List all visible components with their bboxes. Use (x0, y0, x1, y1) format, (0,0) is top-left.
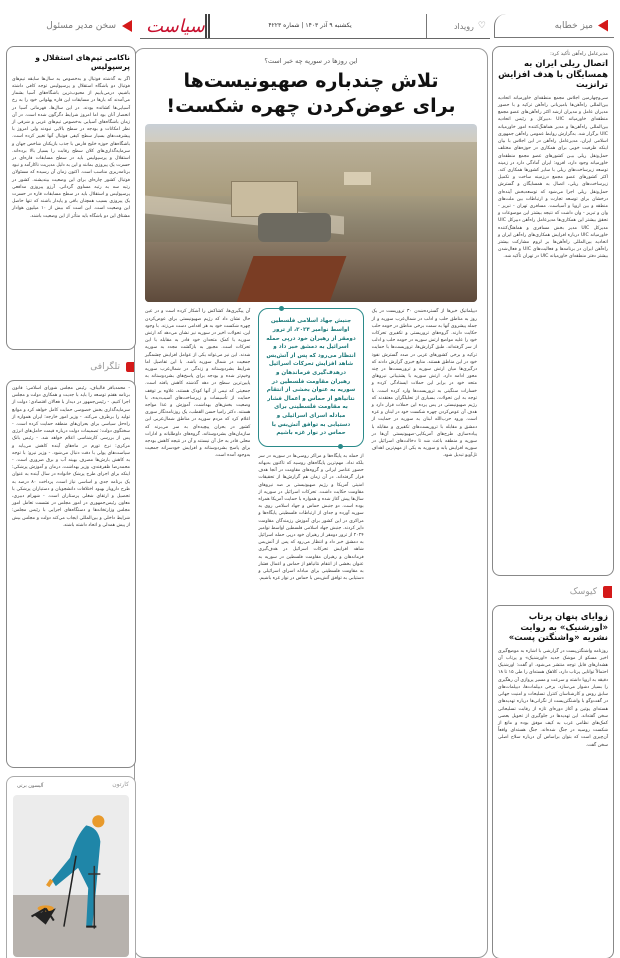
main-photo[interactable] (145, 124, 477, 302)
center-column (134, 48, 488, 958)
article-body: روزنامه واشنگتن‌پست در گزارشی با اشاره به موضع‌گیری اخیر مسکو از موشک جدید «اورشنیک» و پرتاب آن هشدارهای قابل توجه منتشر می‌شود. او گفت: اورشنیک احتمالاً توانایی پرتاب دارد، کلاهک هسته‌ای را طی ۱۵ تا ۱۸ دقیقه به اروپا داشته و سرعت و مسیر پروازی آن رهگیری را بسیار دشوار می‌سازد. برخی دیپلمات‌ها، دیپلمات‌های سابق روس و کارشناسان کنترل تسلیحات و امنیت جهانی در گفت‌وگو با واشنگتن‌پست از نگرانی‌ها درباره تهدیدهای هسته‌ای پوتین و آغاز دوره‌ای تازه از رقابت تسلیحاتی سخن گفته‌اند. این تهدیدها در جلوگیری از تحویل بعضی کمک‌های نظامی غرب به کیف موفق بوده و مانع از شکست روسیه در جنگ شده‌اند. جنگ هسته‌ای واقعاً آن‌چیزی است که بتوان براساس آن درباره سلاح اصلی سخن گفت. (498, 648, 609, 748)
telegraph-news[interactable] (6, 380, 136, 768)
article-title[interactable]: ناکامی تیم‌های استقلال و پرسپولیس (35, 53, 130, 72)
section-marker-icon (122, 20, 132, 32)
photo-rusted-metal (236, 256, 346, 302)
cartoon-artist: آلیسون برتی (17, 783, 44, 789)
section-tab-event[interactable] (426, 14, 490, 38)
article-kicker: مدیرعامل راه‌آهن تأکید کرد: (550, 51, 608, 57)
article-body: سی‌وچهارمین اجلاس مجمع منطقه‌ای خاورمیانه اتحادیه بین‌المللی راه‌آهن‌ها بامیزبانی راه‌آهن ترکیه و با حضور مدیران عامل و مدیران ارشد اکثر راه‌آهن‌های عضو مجمع منطقه‌ای خاورمیانه UIC ،دبیرکل و رئیس اتحادیه بین‌المللی راه‌آهن‌ها و مدیر هماهنگ‌کننده امور خاورمیانه UIC برگزار شد. به‌گزارش روابط‌ عمومی راه‌آهن جمهوری اسلامی ایران، مدیرعامل راه‌آهن در این اجلاس با بیان اینکه ظرفیت خوبی برای همکاری در حوزه‌های مختلف حمل‌ونقل ریلی بیـن کشورهای عضو مجمع منطقه‌ای خاورمیانه وجود دارد، افزود: ایران آمادگی دارد در زمینه توسعه زیرساخت‌های ریلی با سایر کشورها همکاری کند. اکثر کشورهای عضو مجمع درزمینه ساخت و تکمیل زیرساخت‌های ریلی، اتصال به همسایگان و گسترش حمل‌ونقل ریلی اجرا می‌شود که توسعه‌بخش آینده‌ای درخشان برای توسعه تجارت و ارتباطات بین ملت‌های منطقه و بین اروپا و آسیاست. مسافری تهران - تبریز - وان و تبریز - وان داشت که نتیجه بیشتر این موضوعات و تحقق بیشتر این همکاری‌ها مدیرعامل راه‌آهن دبیرکل UIC مدیرکل UIC مدیر بخش مسافری و هماهنگ‌کننده خاورمیانه UIC درباره افزایش همکاری‌های راه‌آهن ایران و اتحادیه بین‌المللی راه‌آهن‌ها بر لزوم مشارکت بیشتر راه‌آهن ایران در برنامه‌ها و فعالیت‌های UIC و فعال‌شدن بیشتر دفتر منطقه‌ای خاورمیانه UIC در تهران تأکید شد. (498, 95, 609, 260)
cartoon-figure-icon (13, 795, 129, 957)
cartoon-scene (13, 795, 129, 957)
article-column-right: دیپلماتیک خبرها از گسترده‌شدن ۳۰ تروریست در یک روز به مناطق حلب و ادلب در شمال‌غرب سوریه و از جمله پیشروی آنها به سمت برخی مناطق در حومه حلب حکایت دارند. گروه‌های تروریستی و تکفیری تحرکات خود را علیه مواضع ارتش سوریه در حومه حلب و ادلب از سر گرفته‌اند. طبق گزارش‌ها، تروریست‌ها با حمایت ترکیه و برخی کشورهای غربی در صدد گسترش نفوذ خود در این مناطق هستند. منابع خبری گزارش دادند که درگیری‌ها میان ارتش سوریه و تروریست‌ها در چند محور ادامه دارد. ارتش سوریه با پشتیبانی نیروهای متحد خود در برابر این حملات ایستادگی کرده و خسارات سنگینی به تروریست‌ها وارد کرده است. با توجه به این تحولات، بسیاری از تحلیلگران معتقدند که رژیم صهیونیستی در پس پرده این حملات قرار دارد و هدف آن عوض‌کردن چهره شکست خود در لبنان و غزه است. ورود حزب‌الله لبنان به سوریه در حمایت از دمشق و مقابله با تروریست‌های تکفیری و مقابله با پیاده‌سازی طرح‌های آمریکایی-صهیونیستی آن‌ها در سوریه و منطقه باعث شد تا دخالت‌های اسرائیل در سوریه افزایش یابد و سوریه به یکی از مهم‌ترین اهداف تل‌آویو تبدیل شود. (371, 309, 477, 459)
section-tab-podium[interactable] (494, 14, 614, 38)
section-header-kiosk (492, 584, 614, 600)
section-marker-icon (603, 586, 612, 598)
date-issue: یکشنبه ۹ آذر ۱۴۰۳ | شماره ۴۲۲۳ (268, 22, 352, 29)
article-column-middle (258, 308, 363, 582)
article-column-middle-text: از حمله به پایگاه‌ها و مراکز روسی‌ها در سوریه در سر بلکه نداد. مهم‌ترین پایگاه‌های روسیه که تاکنون به‌بهانه حضور عناصر ایرانی و گروه‌های مقاومت در آنجا هدف قرار گرفته‌اند. در آن زمان هم گزارش‌ها از تحقیقات امنیتی آمریکا و رژیم صهیونیستی بر ضد نیروهای مقاومت حکایت داشت. تحرکات اسرائیل در سوریه از سال‌ها پیش آغاز شده و همواره با حمایت آمریکا همراه بوده است. دو جنبش حماس و جهاد اسلامی روی به سوریه آورده و جدای از ارتباطات فلسطینی پایگاه‌ها و مراکزی در این کشور برای آموزش رزمندگان مقاومت دایر کردند. جنبش جهاد اسلامی فلسطین اواسط نوامبر ۲۰۲۴ از ترور دومقر از رهبران خود درپی حمله اسرائیل به دمشق خبر داد و انتظار می‌رود که پس از آتش‌بس شاهد افزایش تحرکات اسرائیل در هدف‌گیری فرماندهان و رهبران مقاومت فلسطین در سوریه به عنوان بخشی از انتقام نتانیاهو از حماس و اعمال فشار به مقاومت فلسطینی برای مبادله اسرای اسرائیلی و دستیابی به توافق آتش‌بس با حماس در نوار غزه باشیم. (258, 453, 364, 582)
cartoon-label: کارتون (112, 781, 129, 788)
article-body: اگر به گذشته فوتبال و به‌خصوص به سال‌ها سابقه تیم‌های فوتبال دو باشگاه استقلال و پرسپولیس توجه کافی داشته باشیم، درمی‌یابیم از محبوب‌ترین باشگاه‌های آسیا بشمار می‌آمدند که بارها در مسابقات این قاره پهلوانی خود را به رخ آسیایی‌ها کشانده بودند. در این سال‌ها، قهرمانی آسیا در انحصار آنان بود اما امروز شرایط دگرگون شده است. در آن زمان باشگاه‌های آسیایی به‌خصوص تیم‌های عربی و شرقی از نظر امکانات و بودجه در سطح بالایی نبودند ولی امروز با پیشرفت‌های بسیار سطح کیفی فوتبال آنها تغییر کرده است. باشگاه‌های حوزه خلیج فارس با جذب بازیکنان شاخص جهان و سرمایه‌گذاری‌های کلان سطح رقابت را بسیار بالا برده‌اند. استقلال و پرسپولیس باید در سطح مسابقات قاره‌ای در حسرت یک پیروزی بمانند و این به دلیل مدیریت ناکارآمد و نبود برنامه‌ریزی مناسب است. اکنون زمان آن رسیده که مسئولان فوتبال کشور چاره‌ای برای این وضعیت بیندیشند. کشور در رتبه سه به رتبه مساوی گردانی. آرزو پیروزی مدافعی پرسپولیس و استقلال باید در سطح مسابقات قاره در حسرت یک پیروزی بسیب همچنان باقی و پایدار باشند که تنها حاصل این وضعیت است. این است که بیش از ۱۰ میلیون هوادار مشتاق این دو باشگاه باید متأثر از این وضعیت باشند. (12, 76, 130, 219)
main-kicker: این روزها در سوریه چه خبر است؟ (264, 57, 358, 65)
section-label: میز خطابه (554, 20, 593, 31)
quote-dot-icon (279, 306, 284, 311)
left-column (6, 46, 136, 958)
photo-hills (145, 142, 477, 195)
article-title[interactable]: زوایای پنهان پرتاب «اورشنیک» به روایت نشریه «واشنگتن پست» (508, 612, 608, 644)
section-label: سخن مدیر مسئول (46, 21, 116, 31)
logo-text: سیاست (146, 15, 205, 37)
section-header-telegraph (6, 360, 136, 374)
pull-quote (258, 308, 363, 446)
section-label: رویداد (453, 21, 474, 31)
section-tab-editorial[interactable] (6, 14, 134, 38)
section-label: تلگرافی (90, 362, 120, 372)
pull-quote-text: جنبش جهاد اسلامی فلسطین اواسط نوامبر ۲۰۲۴، از ترور دومقر از رهبران خود درپی حمله اسرائیل به دمشق خبر داد و انتظار می‌رود که پس از آتش‌بس شاهد افزایش تحرکات اسرائیل درهدف‌گیری فرماندهان و رهبران مقاومت فلسطین در سوریه به عنوان بخشی از انتقام نتانیاهو از حماس و اعمال فشار به مقاومت فلسطینی برای مبادله اسرای اسرائیلی و دستیابی به توافق آتش‌بس با حماس در نوار غزه باشیم (266, 318, 356, 437)
quote-dot-icon (338, 444, 343, 449)
page-header (0, 12, 620, 42)
article-football-editorial[interactable] (6, 46, 136, 350)
photo-ruined-building (231, 181, 297, 217)
article-columns (145, 308, 477, 582)
cartoon-box[interactable] (6, 776, 136, 958)
headline-line-1: تلاش چندباره صهیونیست‌ها (183, 70, 439, 92)
telegraph-body: - محمدباقر قالیباف، رئیس مجلس شورای اسلامی: قانون برنامه هفتم توسعه را باید با جدیت و همکاری دولت و مجلس اجرا کنیم. - رئیس‌جمهور در دیدار با فعالان اقتصادی: دولت از سرمایه‌گذاری بخش خصوصی حمایت کامل خواهد کرد و موانع تولید را برطرف می‌کند. - وزیر امور خارجه: ایران همواره از راه‌حل سیاسی برای بحران‌های منطقه حمایت کرده است. - سخنگوی دولت: تصمیمات دولت درباره قیمت حامل‌های انرژی پس از بررسی کارشناسی اعلام خواهد شد. - رئیس بانک مرکزی: نرخ تورم در ماه‌های آینده کاهش می‌یابد و سیاست‌های پولی با دقت دنبال می‌شود. - وزیر نیرو: با توجه به کاهش بارش‌ها مصرف بهینه آب و برق ضروری است. - محمدرضا ظفرقندی، وزیر بهداشت، درمان و آموزش پزشکی: اینکه برای اجرای طرح پزشک خانواده در سال آینده به عنوان یک برنامه جدی و اساسی نیاز است، پرداخت ۸۰ درصد به طرح دارویار بهبود اختلافات دانشجویان و دستیاران پزشکی با تحصیل و ارتقای شغلی پرستاران است. - شهرام دبیری، معاون رئیس‌جمهوری در امور مجلس در نشست تعامل امور مجلس وزارتخانه‌ها و دستگاه‌های اجرایی با رئیس مجلس: شرایط داخلی و بین‌المللی ایجاب می‌کند دولت و مجلس بیش از پیش همدلی و اتحاد داشته باشند. (12, 386, 130, 528)
section-label: کیوسک (569, 587, 597, 597)
headline-line-2: برای عوض‌کردن چهره شکست! (166, 94, 456, 117)
lightbulb-icon: ♡ (477, 21, 486, 31)
section-marker-icon (598, 20, 608, 32)
logo-bars-icon (205, 14, 210, 38)
main-article[interactable] (134, 48, 488, 958)
photo-distant-building (344, 172, 371, 184)
section-marker-icon (126, 362, 134, 372)
newspaper-logo[interactable] (140, 12, 210, 40)
article-column-left: آن پیگیری‌ها، کشاکش را آشکار کرده است و در عین حال نشان داد که رژیم صهیونیستی برای عوض‌کردن چهره شکست خود به هر اقدامی دست می‌زند. با وجود این، تحولات اخیر در سوریه نیز نشان می‌دهد که ارتش سوریه با کمک متحدان خود قادر به مقابله با این تحرکات است. مجبور به بازگشت مجدد به سوریه شدند. این نیز می‌تواند یکی از عوامل افزایش چشمگیر جمعیت در شمال سوریه باشد. با این تفاصیل اما شرایط بشردوستانه و زندگی در شمال‌غرب سوریه وخیم‌تر شده و بودجه برای پاسخ‌های بشردوستانه به پایین‌ترین سطح در دهه گذشته کاهش یافته است. جمعیتی که نیمی از آنها کودک هستند، علاوه بر توقف حمایت از تأسیسات و زیرساخت‌های آسیب‌دیده، با وضعیت بخش‌های بهداشت، آموزش و غذا مواجه هستند. دکتر رامیا حسن القطب، یک روزنامه‌نگار سوری اعلام کرد که مردم سوریه در مناطق شمال‌غربی این کشور در بحران پیچیده‌ای به سر می‌برند که سازمان‌های بشردوستانه، گروه‌های داوطلبانه و ادارات محلی قادر به حل آن نیستند و آن در نتیجه کاهش بودجه برای پاسخ بشردوستانه و افزایش خودسرانه جمعیت به‌وجود آمده است. (145, 309, 251, 459)
photo-tank (258, 213, 331, 241)
article-rail-connection[interactable] (492, 46, 614, 576)
main-headline[interactable] (145, 69, 477, 118)
article-oreshnik[interactable] (492, 605, 614, 958)
article-title[interactable]: اتصال ریلی ایران به همسایگان با هدف افزایش ترانزیت (498, 59, 608, 91)
right-column (492, 46, 614, 958)
